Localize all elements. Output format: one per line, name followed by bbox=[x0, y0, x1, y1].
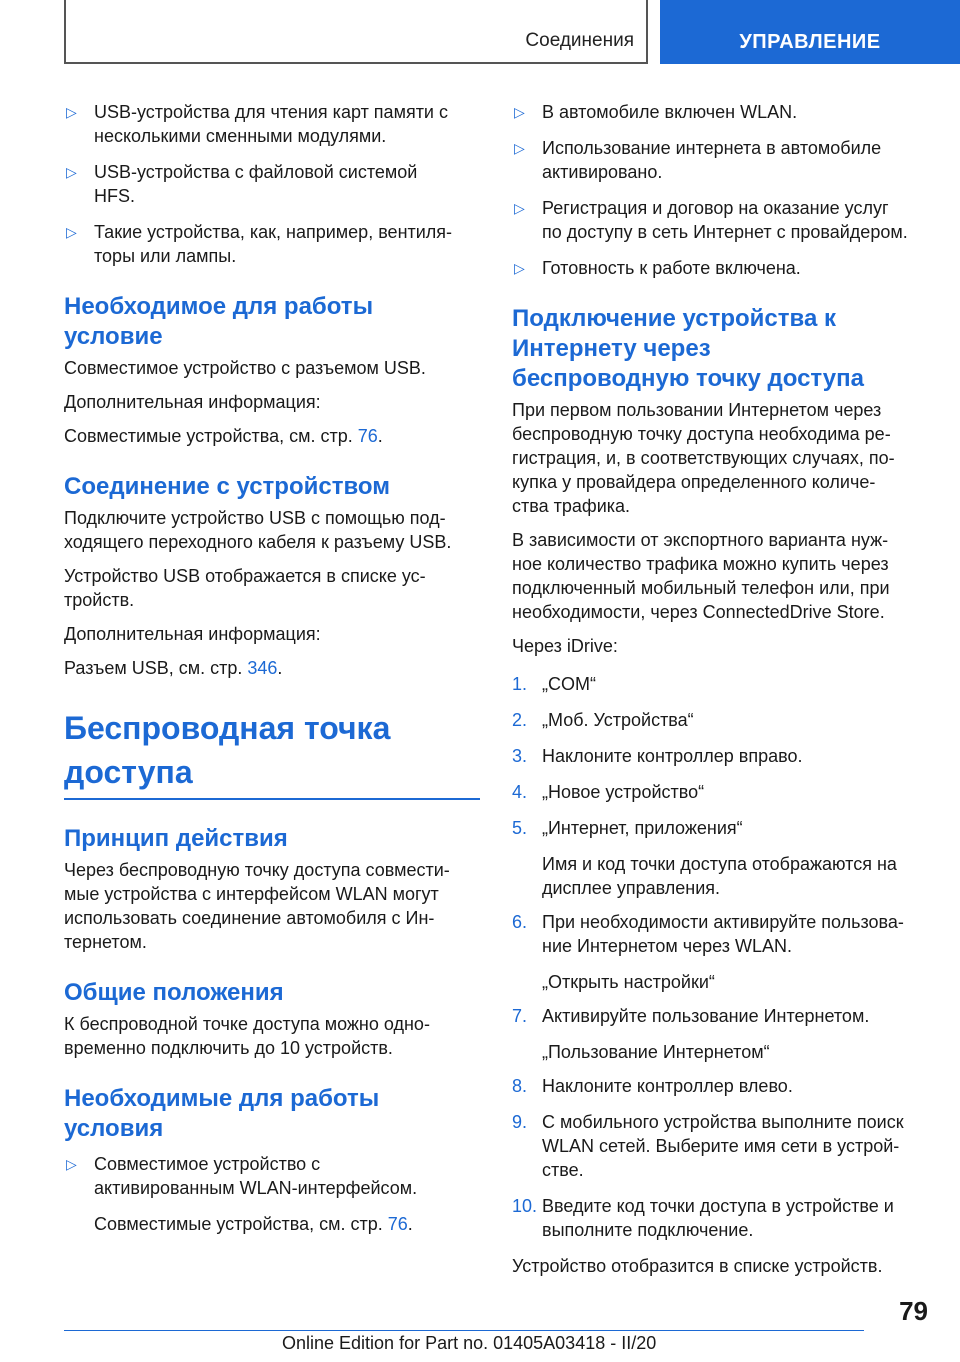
step-line: „Моб. Устройства“ bbox=[542, 710, 694, 730]
triangle-bullet-icon: ▷ bbox=[66, 1156, 77, 1172]
step-line: ние Интернетом через WLAN. bbox=[542, 936, 793, 956]
paragraph-text: Совместимые устройства, см. стр. bbox=[64, 426, 358, 446]
paragraph-line: гистрация, и, в соответствующих случаях, по- bbox=[512, 448, 895, 468]
paragraph-line: Подключите устройство USB с помощью под- bbox=[64, 508, 446, 528]
paragraph-line: ное количество трафика можно купить через bbox=[512, 554, 889, 574]
paragraph-line: тернетом. bbox=[64, 932, 147, 952]
paragraph bbox=[64, 564, 480, 612]
bullet-item bbox=[512, 196, 928, 244]
heading-line: условия bbox=[64, 1115, 164, 1142]
bullet-line: USB-устройства с файловой системой bbox=[94, 162, 418, 182]
step-item bbox=[512, 816, 928, 840]
bullet-line: несколькими сменными модулями. bbox=[94, 126, 387, 146]
paragraph bbox=[64, 506, 480, 554]
paragraph-line: необходимости, через ConnectedDrive Store. bbox=[512, 602, 885, 622]
step-line: выполните подключение. bbox=[542, 1220, 754, 1240]
heading-line: Принцип действия bbox=[64, 825, 288, 852]
paragraph bbox=[64, 1012, 480, 1060]
heading-line: Общие положения bbox=[64, 979, 284, 1006]
step-number: 3. bbox=[512, 746, 528, 766]
paragraph-line: тройств. bbox=[64, 590, 135, 610]
step-line: „Интернет, приложения“ bbox=[542, 818, 743, 838]
header-chapter-label: УПРАВЛЕНИЕ bbox=[739, 31, 881, 53]
heading-conditions bbox=[64, 1084, 480, 1144]
footer-divider bbox=[64, 1330, 864, 1331]
bullet-item bbox=[64, 100, 480, 148]
paragraph bbox=[64, 424, 480, 448]
paragraph-line: ходящего переходного кабеля к разъему USB. bbox=[64, 532, 452, 552]
step-line: Наклоните контроллер вправо. bbox=[542, 746, 803, 766]
paragraph-line: беспроводную точку доступа необходима ре- bbox=[512, 424, 891, 444]
step-line: WLAN сетей. Выберите имя сети в устрой- bbox=[542, 1136, 900, 1156]
step-item bbox=[512, 672, 928, 696]
bullet-line: Такие устройства, как, например, вентиля- bbox=[94, 222, 453, 242]
step-line: С мобильного устройства выполните поиск bbox=[542, 1112, 904, 1132]
step-line: стве. bbox=[542, 1160, 584, 1180]
heading-line: Интернету через bbox=[512, 335, 711, 362]
paragraph-line: В зависимости от экспортного варианта нуж- bbox=[512, 530, 889, 550]
paragraph-text: Разъем USB, см. стр. bbox=[64, 658, 248, 678]
paragraph: Устройство отобразится в списке устройств. bbox=[512, 1256, 883, 1276]
step-item bbox=[512, 1074, 928, 1098]
paragraph: Совместимое устройство с разъемом USB. bbox=[64, 358, 426, 378]
heading-line: беспроводную точку доступа bbox=[512, 365, 864, 392]
paragraph-line: временно подключить до 10 устройств. bbox=[64, 1038, 393, 1058]
triangle-bullet-icon: ▷ bbox=[514, 104, 525, 120]
header-section-label: Соединения bbox=[525, 30, 634, 51]
bullet-item bbox=[512, 136, 928, 184]
triangle-bullet-icon: ▷ bbox=[66, 104, 77, 120]
paragraph-line: использовать соединение автомобиля с Ин- bbox=[64, 908, 435, 928]
paragraph: Через iDrive: bbox=[512, 636, 618, 656]
step-item bbox=[512, 1110, 928, 1182]
heading-line: Беспроводная точка bbox=[64, 710, 391, 746]
bullet-line: активировано. bbox=[542, 162, 663, 182]
paragraph-line: Через беспроводную точку доступа совмести- bbox=[64, 860, 450, 880]
page-link[interactable]: 76 bbox=[387, 1214, 408, 1234]
header-section-box bbox=[64, 0, 648, 64]
step-line: „Новое устройство“ bbox=[542, 782, 705, 802]
step-item bbox=[512, 708, 928, 732]
step-line: При необходимости активируйте пользова- bbox=[542, 912, 904, 932]
step-sub-paragraph: „Пользование Интернетом“ bbox=[542, 1042, 770, 1062]
step-number: 1. bbox=[512, 674, 528, 694]
paragraph bbox=[512, 528, 928, 624]
bullet-item bbox=[512, 100, 928, 124]
paragraph-line: купка у провайдера определенного количе- bbox=[512, 472, 876, 492]
step-item bbox=[512, 744, 928, 768]
footer-edition: Online Edition for Part no. 01405A03418 - II/20 bbox=[282, 1333, 657, 1353]
header-chapter-box bbox=[660, 0, 960, 64]
bullet-line: Регистрация и договор на оказание услуг bbox=[542, 198, 889, 218]
heading-general bbox=[64, 978, 480, 1008]
page-number: 79 bbox=[899, 1296, 928, 1326]
paragraph: Дополнительная информация: bbox=[64, 624, 321, 644]
step-item bbox=[512, 1004, 928, 1028]
step-sub-paragraph bbox=[512, 852, 928, 900]
step-sub-paragraph: „Открыть настройки“ bbox=[542, 972, 715, 992]
heading-line: Соединение с устройством bbox=[64, 473, 391, 500]
step-number: 2. bbox=[512, 710, 528, 730]
step-number: 5. bbox=[512, 818, 528, 838]
step-number: 7. bbox=[512, 1006, 528, 1026]
heading-line: Необходимые для работы bbox=[64, 1085, 380, 1112]
step-line: Введите код точки доступа в устройстве и bbox=[542, 1196, 894, 1216]
page-link[interactable]: 76 bbox=[357, 426, 378, 446]
paragraph bbox=[64, 656, 480, 680]
step-number: 6. bbox=[512, 912, 528, 932]
step-item bbox=[512, 910, 928, 958]
step-item bbox=[512, 1194, 928, 1242]
step-line: „COM“ bbox=[542, 674, 596, 694]
heading-principle bbox=[64, 824, 480, 854]
step-number: 9. bbox=[512, 1112, 528, 1132]
step-number: 8. bbox=[512, 1076, 528, 1096]
right-column bbox=[512, 100, 928, 1288]
paragraph-line: дисплее управления. bbox=[542, 878, 721, 898]
paragraph-line: подключенный мобильный телефон или, при bbox=[512, 578, 890, 598]
paragraph-line: К беспроводной точке доступа можно одно- bbox=[64, 1014, 430, 1034]
step-line: Активируйте пользование Интернетом. bbox=[542, 1006, 870, 1026]
left-column bbox=[64, 100, 480, 1246]
paragraph-line: ства трафика. bbox=[512, 496, 631, 516]
paragraph bbox=[512, 398, 928, 518]
triangle-bullet-icon: ▷ bbox=[514, 260, 525, 276]
paragraph-end: . bbox=[377, 426, 383, 446]
bullet-item bbox=[512, 256, 928, 280]
heading-hotspot bbox=[64, 706, 480, 800]
bullet-line: Готовность к работе включена. bbox=[542, 258, 801, 278]
bullet-line: торы или лампы. bbox=[94, 246, 237, 266]
bullet-item bbox=[64, 1152, 480, 1200]
paragraph-line: мые устройства с интерфейсом WLAN могут bbox=[64, 884, 439, 904]
paragraph-end: . bbox=[407, 1214, 413, 1234]
bullet-line: USB-устройства для чтения карт памяти с bbox=[94, 102, 448, 122]
page-link[interactable]: 346 bbox=[247, 658, 278, 678]
bullet-item bbox=[64, 220, 480, 268]
bullet-item bbox=[64, 160, 480, 208]
paragraph-line: При первом пользовании Интернетом через bbox=[512, 400, 882, 420]
step-number: 4. bbox=[512, 782, 528, 802]
triangle-bullet-icon: ▷ bbox=[66, 164, 77, 180]
triangle-bullet-icon: ▷ bbox=[514, 140, 525, 156]
bullet-line: активированным WLAN-интерфейсом. bbox=[94, 1178, 418, 1198]
bullet-line: HFS. bbox=[94, 186, 136, 206]
paragraph-line: Устройство USB отображается в списке ус- bbox=[64, 566, 426, 586]
triangle-bullet-icon: ▷ bbox=[66, 224, 77, 240]
paragraph bbox=[64, 858, 480, 954]
heading-internet bbox=[512, 304, 928, 394]
paragraph-end: . bbox=[277, 658, 283, 678]
bullet-line: по доступу в сеть Интернет с провайдером. bbox=[542, 222, 908, 242]
bullet-line: Совместимое устройство с bbox=[94, 1154, 321, 1174]
bullet-line: Использование интернета в автомобиле bbox=[542, 138, 882, 158]
heading-line: условие bbox=[64, 323, 163, 350]
triangle-bullet-icon: ▷ bbox=[514, 200, 525, 216]
heading-line: Необходимое для работы bbox=[64, 293, 374, 320]
paragraph-line: Имя и код точки доступа отображаются на bbox=[542, 854, 897, 874]
paragraph: Дополнительная информация: bbox=[64, 392, 321, 412]
step-item bbox=[512, 780, 928, 804]
heading-line: доступа bbox=[64, 754, 193, 790]
step-number: 10. bbox=[512, 1196, 538, 1216]
bullet-sub-paragraph bbox=[64, 1212, 480, 1236]
heading-requirement bbox=[64, 292, 480, 352]
step-line: Наклоните контроллер влево. bbox=[542, 1076, 793, 1096]
bullet-line: В автомобиле включен WLAN. bbox=[542, 102, 798, 122]
paragraph-text: Совместимые устройства, см. стр. bbox=[94, 1214, 388, 1234]
heading-line: Подключение устройства к bbox=[512, 305, 836, 332]
heading-connect bbox=[64, 472, 480, 502]
